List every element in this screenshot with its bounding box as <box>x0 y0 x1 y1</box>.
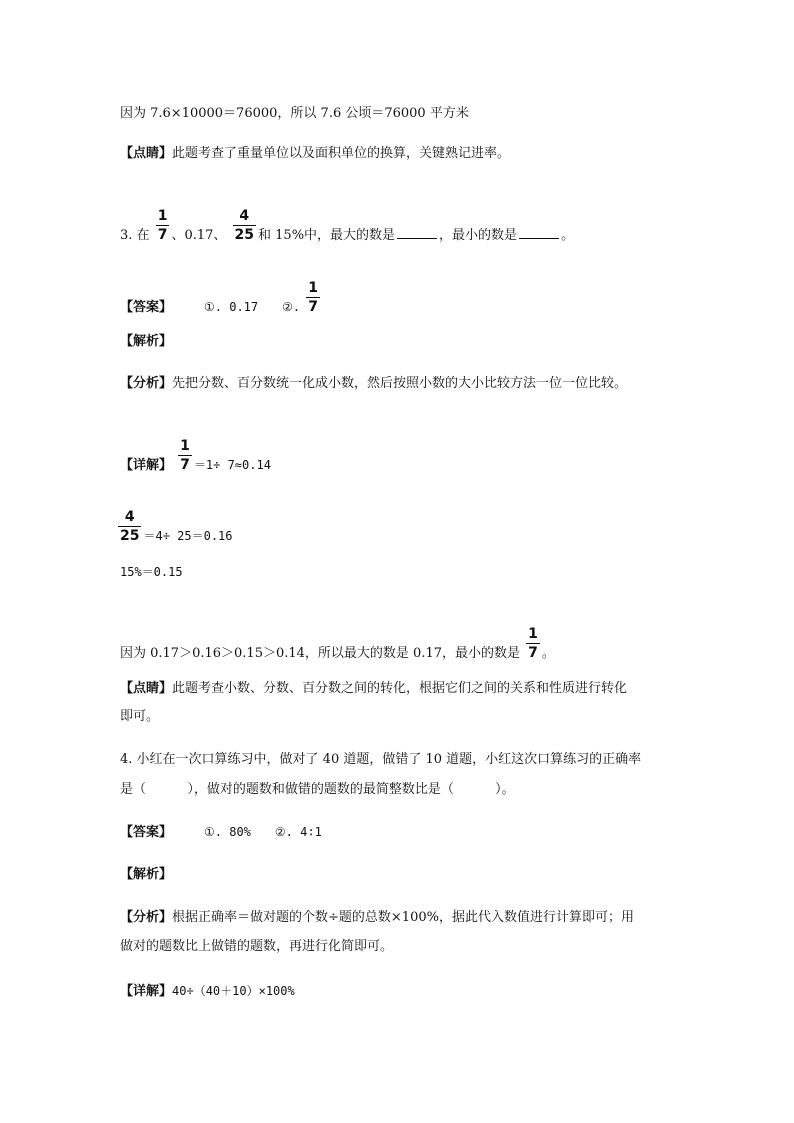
question-3-text-b: 和 15%中，最大的数是 <box>258 228 396 243</box>
question-4-line1 <box>120 751 641 769</box>
question-4-line2 <box>120 781 515 799</box>
question-3-text-c: ，最小的数是 <box>439 228 518 243</box>
fraction-bar <box>526 643 540 644</box>
fenxi-3-text: 先把分数、百分数统一化成小数，然后按照小数的大小比较方法一位一位比较。 <box>172 376 628 391</box>
question-3-number: 3. 在 <box>120 228 150 243</box>
question-3 <box>120 208 575 253</box>
fenxi-4-line1 <box>120 909 634 927</box>
calc-four-25-text: ＝4÷ 25＝0.16 <box>143 529 233 543</box>
fraction-one-seventh <box>306 280 320 315</box>
calc-four-25 <box>116 509 233 554</box>
answer-tag: 【答案】 <box>120 300 173 315</box>
xiangjie-tag: 【详解】 <box>120 984 173 999</box>
fraction-one-seventh <box>178 438 192 473</box>
answer-3 <box>120 280 322 325</box>
hectare-conversion-text: 因为 7.6×10000＝76000，所以 7.6 公顷＝76000 平方米 <box>120 106 469 121</box>
dianjing-text: 此题考查了重量单位以及面积单位的换算，关键熟记进率。 <box>172 146 511 161</box>
percent-text: 15%＝0.15 <box>120 565 183 579</box>
fraction-numerator: 1 <box>308 280 318 296</box>
because-3-end: 。 <box>541 646 555 661</box>
fraction-four-25 <box>233 208 256 243</box>
dianjing-3-line2 <box>120 708 159 726</box>
text-line-hectare <box>120 105 469 123</box>
dianjing-3-text2: 即可。 <box>120 709 160 724</box>
fraction-denominator: 7 <box>157 227 168 243</box>
jiexi-3 <box>120 333 172 351</box>
fraction-numerator: 4 <box>239 208 250 224</box>
because-3-text: 因为 0.17＞0.16＞0.15＞0.14，所以最大的数是 0.17，最小的数是 <box>120 646 520 661</box>
answer-blank-min <box>519 226 559 239</box>
answer-3-b: ②. <box>282 300 301 314</box>
xiangjie-tag: 【详解】 <box>120 458 173 473</box>
question-4-text1: 4. 小红在一次口算练习中，做对了 40 道题，做错了 10 道题，小红这次口算练习的正确率 <box>120 752 642 767</box>
fraction-denominator: 25 <box>120 528 140 544</box>
jiexi-tag: 【解析】 <box>120 334 173 349</box>
question-3-text-a: 、0.17、 <box>171 228 227 243</box>
fraction-four-25 <box>118 509 141 544</box>
dianjing-tag: 【点睛】 <box>120 681 173 696</box>
answer-tag: 【答案】 <box>120 825 173 840</box>
xiangjie-4-text: 40÷（40＋10）×100% <box>172 984 295 998</box>
fraction-one-seventh <box>156 208 170 243</box>
answer-4-b: ②. 4∶1 <box>274 825 322 839</box>
fraction-denominator: 25 <box>234 227 255 243</box>
fenxi-tag: 【分析】 <box>120 910 173 925</box>
answer-blank-max <box>397 226 437 239</box>
fenxi-4-line2 <box>120 938 393 956</box>
fenxi-tag: 【分析】 <box>120 376 173 391</box>
fraction-denominator: 7 <box>180 457 190 473</box>
jiexi-4 <box>120 866 172 884</box>
percent-line <box>120 563 183 582</box>
xiangjie-4 <box>120 982 295 1001</box>
dianjing-tag: 【点睛】 <box>120 146 173 161</box>
fenxi-4-text1: 根据正确率＝做对题的个数÷题的总数×100%，据此代入数值进行计算即可；用 <box>172 910 634 925</box>
jiexi-tag: 【解析】 <box>120 867 173 882</box>
dianjing-3-text1: 此题考查小数、分数、百分数之间的转化，根据它们之间的关系和性质进行转化 <box>172 681 628 696</box>
fraction-bar <box>306 297 320 298</box>
xiangjie-3-text: ＝1÷ 7≈0.14 <box>193 458 271 472</box>
fraction-bar <box>233 225 256 226</box>
fraction-bar <box>156 225 170 226</box>
fraction-numerator: 1 <box>157 208 168 224</box>
fraction-numerator: 4 <box>124 509 135 525</box>
fenxi-4-text2: 做对的题数比上做错的题数，再进行化简即可。 <box>120 939 394 954</box>
fraction-numerator: 1 <box>180 438 190 454</box>
because-3 <box>120 626 555 671</box>
fraction-one-seventh <box>526 626 540 661</box>
fraction-bar <box>178 455 192 456</box>
question-3-text-d: 。 <box>561 228 575 243</box>
question-4-text2: 是（ ），做对的题数和做错的题数的最简整数比是（ ）。 <box>120 782 515 797</box>
dianjing-line-2 <box>120 145 510 163</box>
fraction-numerator: 1 <box>528 626 538 642</box>
fraction-bar <box>118 526 141 527</box>
fraction-denominator: 7 <box>528 645 538 661</box>
answer-4-a: ①. 80% <box>204 825 251 839</box>
fraction-denominator: 7 <box>308 299 318 315</box>
answer-4 <box>120 823 322 842</box>
dianjing-3-line1 <box>120 680 627 698</box>
xiangjie-3 <box>120 438 271 483</box>
answer-3-a: ①. 0.17 <box>204 300 259 314</box>
fenxi-3 <box>120 375 627 393</box>
